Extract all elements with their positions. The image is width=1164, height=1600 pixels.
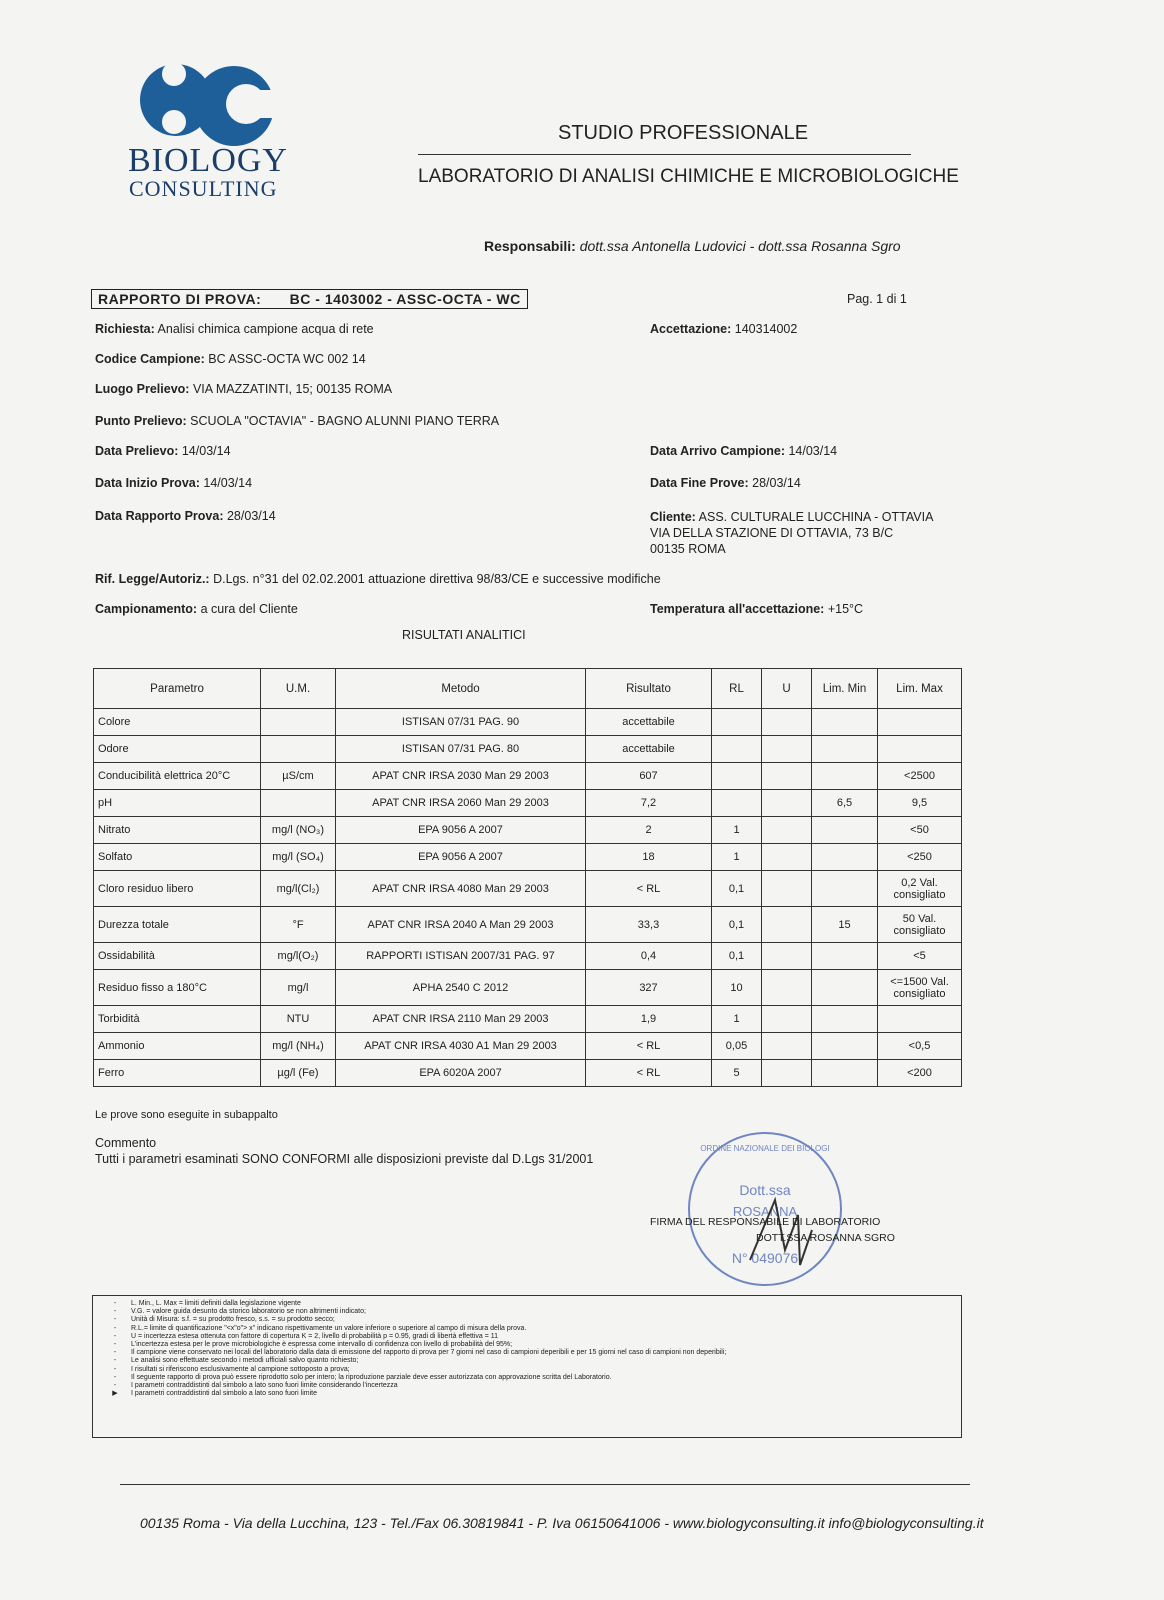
temperatura <box>650 602 863 616</box>
table-cell: 607 <box>586 763 712 790</box>
accettazione <box>650 322 797 336</box>
table-cell: 10 <box>712 970 762 1006</box>
responsabili-label: Responsabili: <box>484 238 576 254</box>
dash-icon: - <box>113 1300 117 1307</box>
label: Data Arrivo Campione: <box>650 444 785 458</box>
table-row <box>94 970 962 1006</box>
note-text: V.G. = valore guida desunto da storico laboratorio se non altrimenti indicato; <box>131 1308 366 1316</box>
column-header: U <box>762 669 812 709</box>
note-text: Unità di Misura: s.f. = su prodotto fresco, s.s. = su prodotto secco; <box>131 1316 335 1324</box>
header-title: STUDIO PROFESSIONALE <box>558 122 809 144</box>
table-cell: <200 <box>878 1060 962 1087</box>
header-divider <box>418 154 911 155</box>
note-item <box>99 1374 955 1382</box>
value: +15°C <box>827 602 864 616</box>
note-text: U = incertezza estesa ottenuta con fattore di copertura K = 2, livello di probabilità p = 0.95, gradi di libertà effettiva = 11 <box>131 1332 499 1340</box>
table-cell: <50 <box>878 817 962 844</box>
label: Data Inizio Prova: <box>95 476 200 490</box>
data-rapporto <box>95 509 276 523</box>
table-cell: 15 <box>812 907 878 943</box>
value: D.Lgs. n°31 del 02.02.2001 attuazione direttiva 98/83/CE e successive modifiche <box>213 572 661 586</box>
table-cell: 1 <box>712 817 762 844</box>
column-header: Metodo <box>336 669 586 709</box>
logo-text-biology: BIOLOGY <box>128 142 288 179</box>
table-cell: mg/l <box>261 970 336 1006</box>
table-cell: 9,5 <box>878 790 962 817</box>
note-item <box>99 1357 955 1365</box>
report-label: RAPPORTO DI PROVA: <box>98 291 262 307</box>
table-cell: RAPPORTI ISTISAN 2007/31 PAG. 97 <box>336 943 586 970</box>
table-cell <box>712 790 762 817</box>
table-row <box>94 790 962 817</box>
value: 14/03/14 <box>181 444 231 458</box>
table-cell <box>712 709 762 736</box>
table-row <box>94 817 962 844</box>
table-cell: Nitrato <box>94 817 261 844</box>
table-cell: °F <box>261 907 336 943</box>
value: 14/03/14 <box>788 444 838 458</box>
table-row <box>94 736 962 763</box>
label: Temperatura all'accettazione: <box>650 602 825 616</box>
note-item <box>99 1349 955 1357</box>
punto-prelievo <box>95 414 499 428</box>
table-cell: 0,1 <box>712 943 762 970</box>
note-text: I risultati si riferiscono esclusivamente al campione sottoposto a prova; <box>131 1365 350 1373</box>
note-item <box>99 1316 955 1324</box>
cliente <box>650 509 933 557</box>
table-row <box>94 943 962 970</box>
table-row <box>94 871 962 907</box>
value: 140314002 <box>734 322 798 336</box>
report-code: BC - 1403002 - ASSC-OCTA - WC <box>289 291 521 307</box>
footer-divider <box>120 1484 970 1485</box>
table-cell: Ferro <box>94 1060 261 1087</box>
note-text: Il campione viene conservato nei locali del laboratorio dalla data di emissione del rapporto di prova per 7 giorni nel caso di campioni deperibili e per 15 giorni nel caso di campioni non deperibili; <box>131 1349 727 1357</box>
table-cell: NTU <box>261 1006 336 1033</box>
column-header: Lim. Max <box>878 669 962 709</box>
value: VIA MAZZATINTI, 15; 00135 ROMA <box>192 382 393 396</box>
logo-icon <box>128 60 278 152</box>
table-cell: 7,2 <box>586 790 712 817</box>
table-cell: APAT CNR IRSA 4030 A1 Man 29 2003 <box>336 1033 586 1060</box>
table-cell: 1 <box>712 1006 762 1033</box>
dash-icon: - <box>113 1308 117 1316</box>
table-cell <box>261 790 336 817</box>
table-cell: Durezza totale <box>94 907 261 943</box>
table-cell: µg/l (Fe) <box>261 1060 336 1087</box>
table-cell: 0,1 <box>712 871 762 907</box>
footer-contacts: 00135 Roma - Via della Lucchina, 123 - Tel./Fax 06.30819841 - P. Iva 06150641006 - www.biologyconsulting.it info@biologyconsulting.it <box>140 1515 984 1531</box>
table-cell: Colore <box>94 709 261 736</box>
label: Data Fine Prove: <box>650 476 749 490</box>
richiesta <box>95 322 374 336</box>
table-cell <box>812 844 878 871</box>
label: Punto Prelievo: <box>95 414 187 428</box>
stamp-line3: N° 049076 <box>731 1250 799 1266</box>
table-cell: APAT CNR IRSA 2040 A Man 29 2003 <box>336 907 586 943</box>
dash-icon: - <box>113 1324 117 1332</box>
table-cell <box>712 763 762 790</box>
note-item <box>99 1366 955 1374</box>
note-text: I parametri contraddistinti dal simbolo a lato sono fuori limite <box>131 1390 317 1398</box>
dash-icon: - <box>113 1349 117 1357</box>
note-item <box>99 1300 955 1308</box>
note-text: Le analisi sono effettuate secondo i metodi ufficiali salvo quanto richiesto; <box>131 1357 359 1365</box>
table-cell <box>762 1060 812 1087</box>
column-header: Risultato <box>586 669 712 709</box>
value: a cura del Cliente <box>200 602 298 616</box>
table-row <box>94 1006 962 1033</box>
table-cell: 50 Val. consigliato <box>878 907 962 943</box>
value-line3: 00135 ROMA <box>650 542 726 556</box>
note-text: Il seguente rapporto di prova può essere riprodotto solo per intero; la riproduzione parziale deve esser autorizzata con approvazione scritta del Laboratorio. <box>131 1373 612 1381</box>
table-cell: APAT CNR IRSA 2060 Man 29 2003 <box>336 790 586 817</box>
value: 14/03/14 <box>203 476 253 490</box>
note-text: L'incertezza estesa per le prove microbiologiche è espressa come intervallo di confidenza con livello di probabilità del 95%; <box>131 1341 513 1349</box>
table-cell <box>812 763 878 790</box>
table-cell: <250 <box>878 844 962 871</box>
codice-campione <box>95 352 366 366</box>
table-cell: mg/l (NH₄) <box>261 1033 336 1060</box>
table-cell <box>261 736 336 763</box>
table-cell: Residuo fisso a 180°C <box>94 970 261 1006</box>
value: SCUOLA "OCTAVIA" - BAGNO ALUNNI PIANO TERRA <box>190 414 500 428</box>
table-cell: Torbidità <box>94 1006 261 1033</box>
dash-icon: - <box>113 1357 117 1365</box>
note-item <box>99 1325 955 1333</box>
subappalto-note: Le prove sono eseguite in subappalto <box>95 1109 278 1121</box>
firma-line1: FIRMA DEL RESPONSABILE DI LABORATORIO <box>650 1216 881 1228</box>
table-cell <box>762 943 812 970</box>
table-cell: < RL <box>586 871 712 907</box>
table-cell: ISTISAN 07/31 PAG. 90 <box>336 709 586 736</box>
table-cell: 327 <box>586 970 712 1006</box>
table-cell: APAT CNR IRSA 2110 Man 29 2003 <box>336 1006 586 1033</box>
table-row <box>94 763 962 790</box>
results-table <box>93 668 962 1087</box>
note-text: I parametri contraddistinti dal simbolo a lato sono fuori limite considerando l'incertezza <box>131 1382 398 1390</box>
table-cell <box>762 1006 812 1033</box>
table-row <box>94 1060 962 1087</box>
value: Analisi chimica campione acqua di rete <box>157 322 374 336</box>
value: 28/03/14 <box>752 476 801 490</box>
table-cell: <0,5 <box>878 1033 962 1060</box>
table-cell <box>762 736 812 763</box>
note-item <box>99 1333 955 1341</box>
logo-text-consulting: CONSULTING <box>129 176 278 201</box>
table-cell <box>712 736 762 763</box>
label: Rif. Legge/Autoriz.: <box>95 572 210 586</box>
dash-icon: - <box>113 1365 117 1373</box>
table-cell <box>812 736 878 763</box>
table-cell: Cloro residuo libero <box>94 871 261 907</box>
stamp-line2: ROSANNA <box>732 1204 798 1219</box>
table-cell: APAT CNR IRSA 4080 Man 29 2003 <box>336 871 586 907</box>
table-row <box>94 1033 962 1060</box>
legend-notes-box <box>92 1295 962 1438</box>
data-prelievo <box>95 444 231 458</box>
table-row <box>94 844 962 871</box>
table-cell <box>812 817 878 844</box>
table-row <box>94 907 962 943</box>
label: Data Prelievo: <box>95 444 179 458</box>
label: Luogo Prelievo: <box>95 382 190 396</box>
table-header-row <box>94 669 962 709</box>
rif-legge <box>95 572 661 586</box>
table-cell <box>812 1033 878 1060</box>
arrow-icon: ▶ <box>112 1390 118 1398</box>
table-cell <box>762 871 812 907</box>
table-cell <box>762 817 812 844</box>
page-number: Pag. 1 di 1 <box>847 292 907 306</box>
table-cell: 2 <box>586 817 712 844</box>
note-text: R.L.= limite di quantificazione "<x"o"> x" indicano rispettivamente un valore inferiore o superiore al campo di misura della prova. <box>131 1324 527 1332</box>
table-cell: mg/l (NO₃) <box>261 817 336 844</box>
commento-text: Tutti i parametri esaminati SONO CONFORMI alle disposizioni previste dal D.Lgs 31/2001 <box>95 1152 594 1166</box>
table-cell: EPA 9056 A 2007 <box>336 817 586 844</box>
table-cell: ISTISAN 07/31 PAG. 80 <box>336 736 586 763</box>
table-cell: Ammonio <box>94 1033 261 1060</box>
value: BC ASSC-OCTA WC 002 14 <box>208 352 366 366</box>
dash-icon: - <box>113 1373 117 1381</box>
label: Cliente: <box>650 510 696 524</box>
column-header: Parametro <box>94 669 261 709</box>
table-cell: Ossidabilità <box>94 943 261 970</box>
table-cell: APHA 2540 C 2012 <box>336 970 586 1006</box>
table-cell: Solfato <box>94 844 261 871</box>
table-cell <box>762 970 812 1006</box>
commento-label: Commento <box>95 1136 157 1150</box>
table-cell: EPA 9056 A 2007 <box>336 844 586 871</box>
note-item <box>99 1341 955 1349</box>
table-cell <box>878 736 962 763</box>
table-cell: accettabile <box>586 709 712 736</box>
table-cell: pH <box>94 790 261 817</box>
table-body <box>94 709 962 1087</box>
table-cell <box>762 763 812 790</box>
table-cell <box>762 790 812 817</box>
note-text: L. Min., L. Max = limiti definiti dalla legislazione vigente <box>131 1300 301 1307</box>
responsabili <box>484 238 901 254</box>
table-cell <box>762 709 812 736</box>
table-cell: 0,2 Val. consigliato <box>878 871 962 907</box>
table-cell <box>812 970 878 1006</box>
table-cell: µS/cm <box>261 763 336 790</box>
dash-icon: - <box>113 1341 117 1349</box>
note-item <box>99 1390 955 1398</box>
table-cell: mg/l(O₂) <box>261 943 336 970</box>
note-item <box>99 1308 955 1316</box>
table-cell: <5 <box>878 943 962 970</box>
table-cell: 6,5 <box>812 790 878 817</box>
table-cell <box>762 844 812 871</box>
label: Accettazione: <box>650 322 732 336</box>
column-header: RL <box>712 669 762 709</box>
table-cell <box>812 709 878 736</box>
table-cell <box>878 1006 962 1033</box>
dash-icon: - <box>113 1332 117 1340</box>
header-subtitle: LABORATORIO DI ANALISI CHIMICHE E MICROBIOLOGICHE <box>418 166 959 187</box>
table-cell: mg/l(Cl₂) <box>261 871 336 907</box>
table-cell <box>812 1060 878 1087</box>
table-cell: 0,4 <box>586 943 712 970</box>
note-item <box>99 1382 955 1390</box>
table-cell: 0,1 <box>712 907 762 943</box>
table-cell: EPA 6020A 2007 <box>336 1060 586 1087</box>
table-row <box>94 709 962 736</box>
label: Campionamento: <box>95 602 198 616</box>
table-cell: < RL <box>586 1060 712 1087</box>
table-cell: Conducibilità elettrica 20°C <box>94 763 261 790</box>
table-cell: 33,3 <box>586 907 712 943</box>
label: Data Rapporto Prova: <box>95 509 224 523</box>
table-cell <box>762 1033 812 1060</box>
table-cell: Odore <box>94 736 261 763</box>
report-id-box <box>91 289 528 309</box>
label: Richiesta: <box>95 322 155 336</box>
stamp-line1: Dott.ssa <box>739 1182 791 1198</box>
table-cell: mg/l (SO₄) <box>261 844 336 871</box>
dash-icon: - <box>113 1382 117 1390</box>
responsabili-names: dott.ssa Antonella Ludovici - dott.ssa Rosanna Sgro <box>579 238 901 254</box>
table-cell: 5 <box>712 1060 762 1087</box>
luogo-prelievo <box>95 382 392 396</box>
label: Codice Campione: <box>95 352 205 366</box>
column-header: U.M. <box>261 669 336 709</box>
table-cell <box>812 871 878 907</box>
table-cell: 1,9 <box>586 1006 712 1033</box>
table-cell <box>261 709 336 736</box>
data-inizio <box>95 476 252 490</box>
table-cell: <=1500 Val. consigliato <box>878 970 962 1006</box>
table-cell <box>878 709 962 736</box>
value-line2: VIA DELLA STAZIONE DI OTTAVIA, 73 B/C <box>650 526 894 540</box>
value: ASS. CULTURALE LUCCHINA - OTTAVIA <box>698 510 934 524</box>
data-arrivo <box>650 444 837 458</box>
stamp-ring-text: ORDINE NAZIONALE DEI BIOLOGI <box>700 1144 830 1153</box>
firma-line2: DOTT.SSA ROSANNA SGRO <box>756 1232 895 1244</box>
column-header: Lim. Min <box>812 669 878 709</box>
table-cell: <2500 <box>878 763 962 790</box>
table-cell: accettabile <box>586 736 712 763</box>
campionamento <box>95 602 298 616</box>
dash-icon: - <box>113 1316 117 1324</box>
table-cell: APAT CNR IRSA 2030 Man 29 2003 <box>336 763 586 790</box>
table-cell <box>812 943 878 970</box>
data-fine <box>650 476 801 490</box>
table-cell: < RL <box>586 1033 712 1060</box>
table-cell: 0,05 <box>712 1033 762 1060</box>
table-cell <box>812 1006 878 1033</box>
value: 28/03/14 <box>226 509 276 523</box>
results-title: RISULTATI ANALITICI <box>402 628 526 642</box>
table-cell: 18 <box>586 844 712 871</box>
table-cell: 1 <box>712 844 762 871</box>
table-cell <box>762 907 812 943</box>
